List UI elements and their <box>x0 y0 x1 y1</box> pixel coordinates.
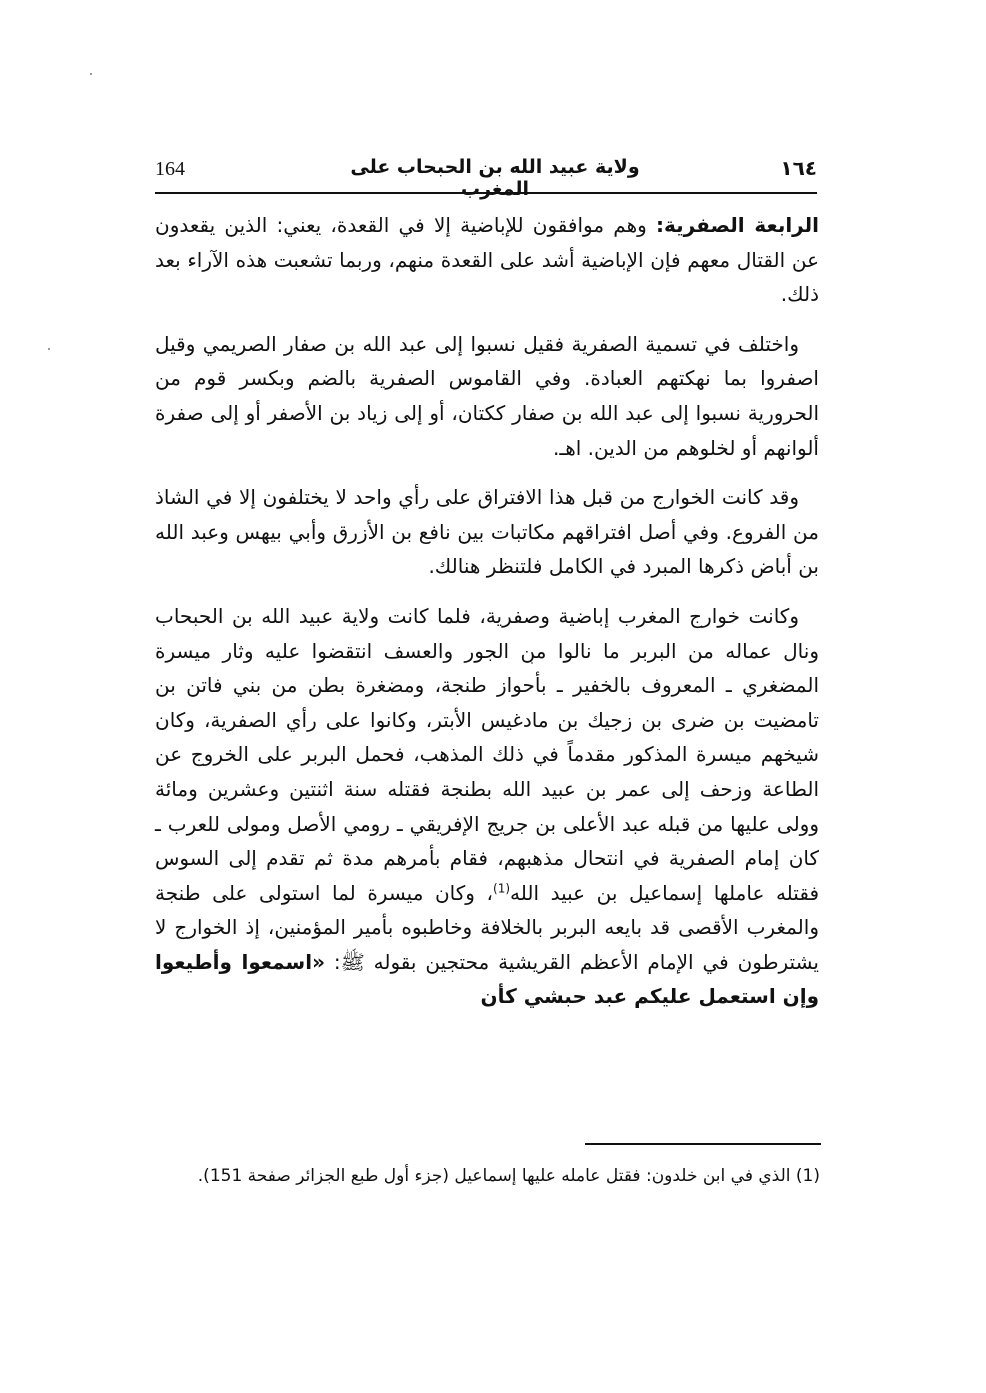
footnote-separator <box>585 1143 821 1145</box>
footnote-reference: (1) <box>493 881 511 896</box>
paragraph-4-text-a: وكانت خوارج المغرب إباضية وصفرية، فلما كانت ولاية عبيد الله بن الحبحاب ونال عماله من البربر ما نالوا من الجور والعسف انتقضوا عليه وثار ميسرة المضغري ـ المعروف بالخفير ـ بأحواز طنجة، ومضغرة بطن من بني فاتن بن تامضيت بن ضرى بن زجيك بن مادغيس الأبتر، وكانوا على رأي الصفرية، وكان شيخهم ميسرة المذكور مقدماً في ذلك المذهب، فحمل البربر على الخروج عن الطاعة وزحف إلى عمر بن عبيد الله بطنجة فقتله سنة اثنتين وعشرين ومائة وولى عليها من قبله عبد الأعلى بن جريج الإفريقي ـ رومي الأصل ومولى للعرب ـ كان إمام الصفرية في انتحال مذهبهم، فقام بأمرهم مدة ثم تقدم إلى السوس فقتله عاملها إسماعيل بن عبيد الله <box>155 603 820 905</box>
paragraph-1 <box>155 208 819 312</box>
section-heading: الرابعة الصفرية: <box>656 213 819 237</box>
page-header <box>155 156 817 200</box>
scan-speck <box>48 348 50 350</box>
page-number-arabic: ١٦٤ <box>780 156 817 180</box>
hadith-quote: «اسمعوا وأطيعوا وإن استعمل عليكم عبد حبشي كأن <box>155 949 819 1009</box>
scan-speck <box>90 73 92 75</box>
footnote: (1) الذي في ابن خلدون: فقتل عامله عليها إسماعيل (جزء أول طبع الجزائر صفحة 151). <box>197 1166 820 1186</box>
paragraph-4-text-b: ، وكان ميسرة لما استولى على طنجة والمغرب الأقصى قد بايعه البربر بالخلافة وخاطبوه بأمير المؤمنين، إذ الخوارج لا يشترطون في الإمام الأعظم القريشية محتجين بقوله ﷺ: <box>155 880 819 974</box>
running-title: ولاية عبيد الله بن الحبحاب على المغرب <box>350 156 640 200</box>
page-number-latin: 164 <box>155 158 185 180</box>
main-text <box>155 208 819 1029</box>
paragraph-4 <box>155 599 819 1014</box>
paragraph-3: وقد كانت الخوارج من قبل هذا الافتراق على رأي واحد لا يختلفون إلا في الشاذ من الفروع. وفي أصل افتراقهم مكاتبات بين نافع بن الأزرق وأبي بيهس وعبد الله بن أباض ذكرها المبرد في الكامل فلتنظر هنالك. <box>155 485 819 579</box>
paragraph-1-text: وهم موافقون للإباضية إلا في القعدة، يعني: الذين يقعدون عن القتال معهم فإن الإباضية أشد على القعدة منهم، وربما تشعبت هذه الآراء بعد ذلك. <box>155 213 819 307</box>
paragraph-2: واختلف في تسمية الصفرية فقيل نسبوا إلى عبد الله بن صفار الصريمي وقيل اصفروا بما نهكتهم العبادة. وفي القاموس الصفرية بالضم وبكسر قوم من الحرورية نسبوا إلى عبد الله بن صفار ككتان، أو إلى زياد بن الأصفر أو إلى صفرة ألوانهم أو لخلوهم من الدين. اهـ. <box>155 331 819 460</box>
